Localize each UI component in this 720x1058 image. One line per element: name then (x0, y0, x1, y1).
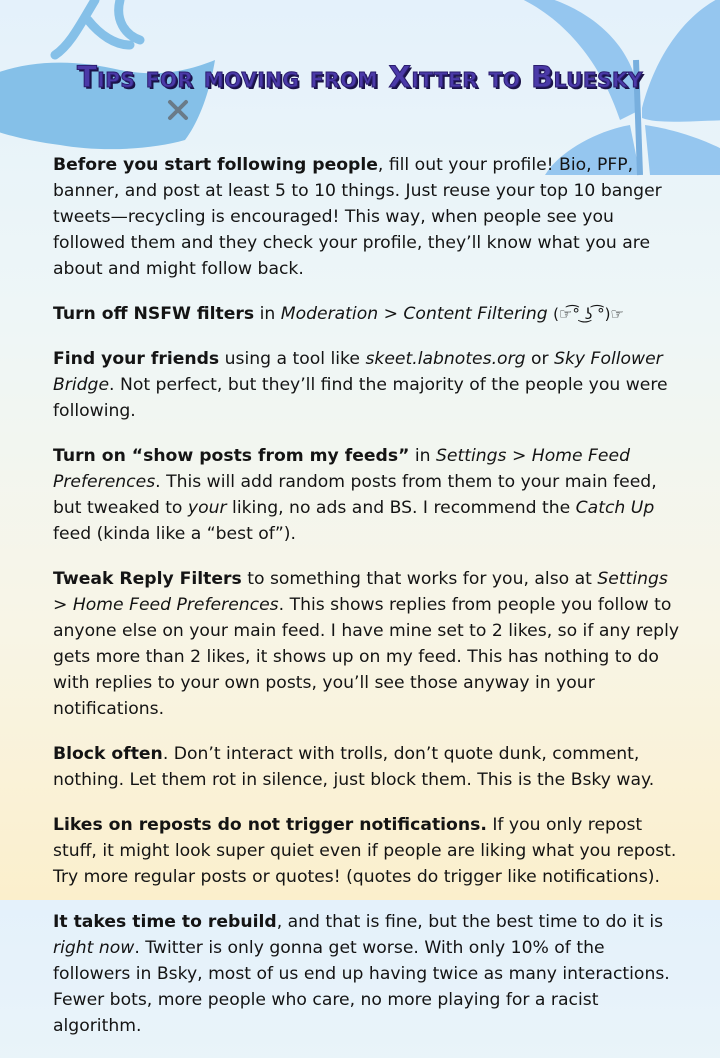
tip-text: using a tool like (219, 349, 366, 369)
tip-text: . Don’t interact with trolls, don’t quote dunk, comment, nothing. Let them rot in silence, just block them. This is the Bsky way. (53, 744, 655, 790)
tip-text: . This shows replies from people you follow to anyone else on your main feed. I have mine set to 2 likes, so if any reply gets more than 2 likes, it shows up on my feed. This has nothing to do with replies to your own posts, you’ll see those anyway in your notifications. (53, 595, 680, 719)
tip-likes-on-reposts (53, 812, 680, 890)
tip-text: , fill out your profile! Bio, PFP, banner, and post at least 5 to 10 things. Just reuse your top 10 banger tweets—recycling is encouraged! This way, when people see you followed them and they check your profile, they’ll know what you are about and might follow back. (53, 155, 662, 279)
tip-menu-path: Settings > Home Feed Preferences (53, 569, 668, 615)
tool-name: skeet.labnotes.org (365, 349, 526, 369)
tip-text: feed (kinda like a “best of”). (53, 524, 296, 544)
tip-block-often (53, 741, 680, 793)
tip-menu-path: Moderation > Content Filtering (280, 304, 548, 324)
tips-list (53, 152, 680, 1058)
tip-find-friends (53, 346, 680, 424)
tip-rebuild (53, 909, 680, 1039)
tip-text: , and that is fine, but the best time to do it is (276, 912, 664, 932)
tip-lead: It takes time to rebuild (53, 912, 277, 932)
feed-name: Catch Up (575, 498, 655, 518)
lenny-face-emoticon: (☞͡° ͜ʖ ͡°)☞ (553, 305, 624, 323)
tip-text: or (525, 349, 555, 369)
tip-lead: Turn on “show posts from my feeds” (53, 446, 410, 466)
tip-show-posts-from-feeds (53, 443, 680, 547)
tip-lead: Likes on reposts do not trigger notifications. (53, 815, 487, 835)
tip-text: . This will add random posts from them to your main feed, but tweaked to (53, 472, 657, 518)
tool-name: Sky Follower Bridge (53, 349, 663, 395)
tip-text: to something that works for you, also at (241, 569, 598, 589)
tip-lead: Block often (53, 744, 163, 764)
tip-menu-path: Settings > Home Feed Preferences (53, 446, 630, 492)
tip-lead: Find your friends (53, 349, 220, 369)
tip-text: liking, no ads and BS. I recommend the (226, 498, 576, 518)
tip-text: in (254, 304, 281, 324)
tip-reply-filters (53, 566, 680, 722)
tip-text: . Twitter is only gonna get worse. With only 10% of the followers in Bsky, most of us end up having twice as many interactions. Fewer bots, more people who care, no more playing for a racist algorithm. (53, 938, 670, 1036)
tip-profile (53, 152, 680, 282)
tip-nsfw-filters (53, 301, 680, 327)
tip-emphasis: right now (53, 938, 135, 958)
tip-text: If you only repost stuff, it might look super quiet even if people are liking what you repost. Try more regular posts or quotes! (quotes do trigger like notifications). (53, 815, 677, 887)
tip-lead: Turn off NSFW filters (53, 304, 255, 324)
page-title: Tips for moving from Xitter to Bluesky (76, 60, 643, 94)
tip-lead: Tweak Reply Filters (53, 569, 242, 589)
tip-text: in (409, 446, 436, 466)
tip-lead: Before you start following people (53, 155, 378, 175)
tip-text: . Not perfect, but they’ll find the majority of the people you were following. (53, 375, 668, 421)
tip-emphasis: your (187, 498, 227, 518)
